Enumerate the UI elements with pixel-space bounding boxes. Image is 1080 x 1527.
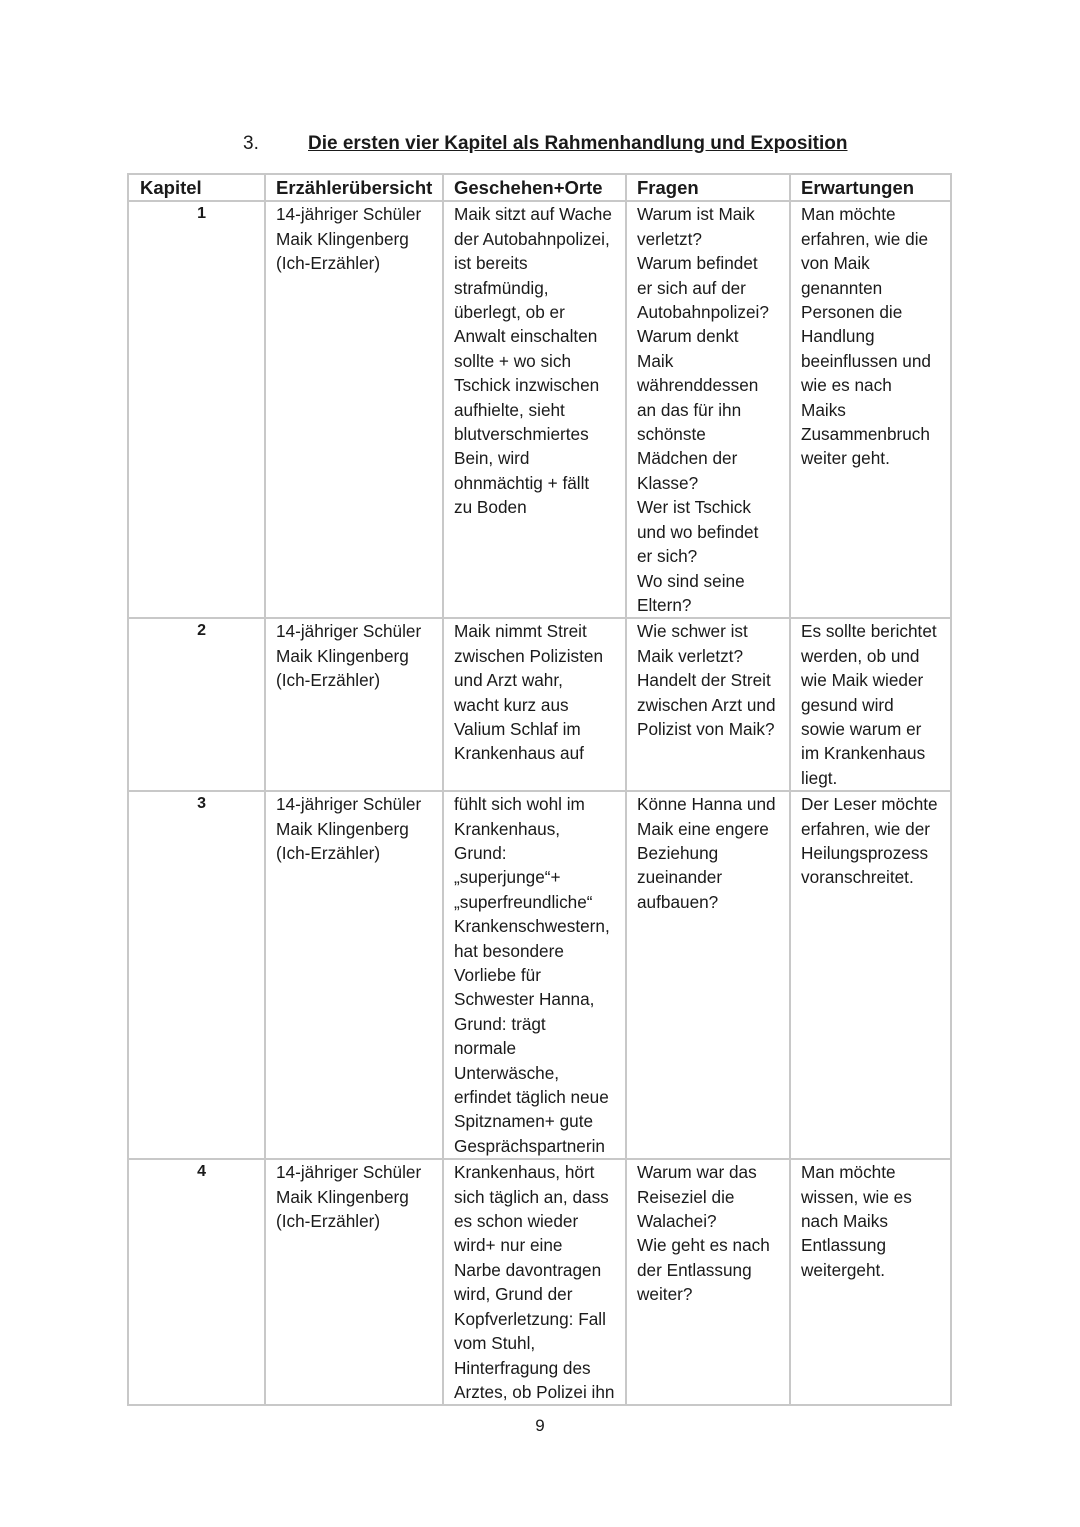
cell-fragen: Warum ist Maik verletzt? Warum befindet er sich auf der Autobahnpolizei? Warum denkt Maik währenddessen an das für ihn schönste Mädchen der Klasse? Wer ist Tschick und wo befindet er sich? Wo sind seine Eltern?	[626, 201, 790, 618]
cell-geschehen: Maik nimmt Streit zwischen Polizisten und Arzt wahr, wacht kurz aus Valium Schlaf im Krankenhaus auf	[443, 618, 626, 791]
page-number: 9	[535, 1416, 545, 1435]
cell-erzaehler: 14-jähriger Schüler Maik Klingenberg (Ich-Erzähler)	[265, 201, 443, 618]
section-heading	[0, 131, 1080, 159]
table-row	[128, 791, 951, 1159]
header-kapitel: Kapitel	[128, 174, 265, 201]
table-header-row	[128, 174, 951, 201]
cell-kapitel: 2	[128, 618, 265, 791]
header-erwartungen: Erwartungen	[790, 174, 951, 201]
cell-kapitel: 4	[128, 1159, 265, 1405]
cell-kapitel: 3	[128, 791, 265, 1159]
header-fragen: Fragen	[626, 174, 790, 201]
cell-geschehen: Maik sitzt auf Wache der Autobahnpolizei, ist bereits strafmündig, überlegt, ob er Anwalt einschalten sollte + wo sich Tschick inzwischen aufhielte, sieht blutverschmiertes Bein, wird ohnmächtig + fällt zu Boden	[443, 201, 626, 618]
cell-erwartungen: Der Leser möchte erfahren, wie der Heilungsprozess voranschreitet.	[790, 791, 951, 1159]
cell-geschehen: Krankenhaus, hört sich täglich an, dass es schon wieder wird+ nur eine Narbe davontragen wird, Grund der Kopfverletzung: Fall vom Stuhl, Hinterfragung des Arztes, ob Polizei ihn	[443, 1159, 626, 1405]
section-title: Die ersten vier Kapitel als Rahmenhandlung und Exposition	[308, 133, 848, 154]
table-row	[128, 1159, 951, 1405]
cell-erzaehler: 14-jähriger Schüler Maik Klingenberg (Ich-Erzähler)	[265, 1159, 443, 1405]
header-erzaehleruebersicht: Erzählerübersicht	[265, 174, 443, 201]
chapter-table	[127, 173, 952, 1406]
cell-erwartungen: Man möchte wissen, wie es nach Maiks Entlassung weitergeht.	[790, 1159, 951, 1405]
cell-fragen: Könne Hanna und Maik eine engere Beziehung zueinander aufbauen?	[626, 791, 790, 1159]
table-row	[128, 618, 951, 791]
cell-geschehen: fühlt sich wohl im Krankenhaus, Grund: „superjunge“+ „superfreundliche“ Krankenschwestern, hat besondere Vorliebe für Schwester Hanna, Grund: trägt normale Unterwäsche, erfindet täglich neue Spitznamen+ gute Gesprächspartnerin	[443, 791, 626, 1159]
table-row	[128, 201, 951, 618]
cell-erzaehler: 14-jähriger Schüler Maik Klingenberg (Ich-Erzähler)	[265, 791, 443, 1159]
cell-erzaehler: 14-jähriger Schüler Maik Klingenberg (Ich-Erzähler)	[265, 618, 443, 791]
cell-fragen: Warum war das Reiseziel die Walachei? Wie geht es nach der Entlassung weiter?	[626, 1159, 790, 1405]
cell-kapitel: 1	[128, 201, 265, 618]
section-number: 3.	[243, 133, 259, 154]
cell-fragen: Wie schwer ist Maik verletzt? Handelt der Streit zwischen Arzt und Polizist von Maik?	[626, 618, 790, 791]
cell-erwartungen: Es sollte berichtet werden, ob und wie Maik wieder gesund wird sowie warum er im Krankenhaus liegt.	[790, 618, 951, 791]
header-geschehen-orte: Geschehen+Orte	[443, 174, 626, 201]
cell-erwartungen: Man möchte erfahren, wie die von Maik genannten Personen die Handlung beeinflussen und wie es nach Maiks Zusammenbruch weiter geht.	[790, 201, 951, 618]
